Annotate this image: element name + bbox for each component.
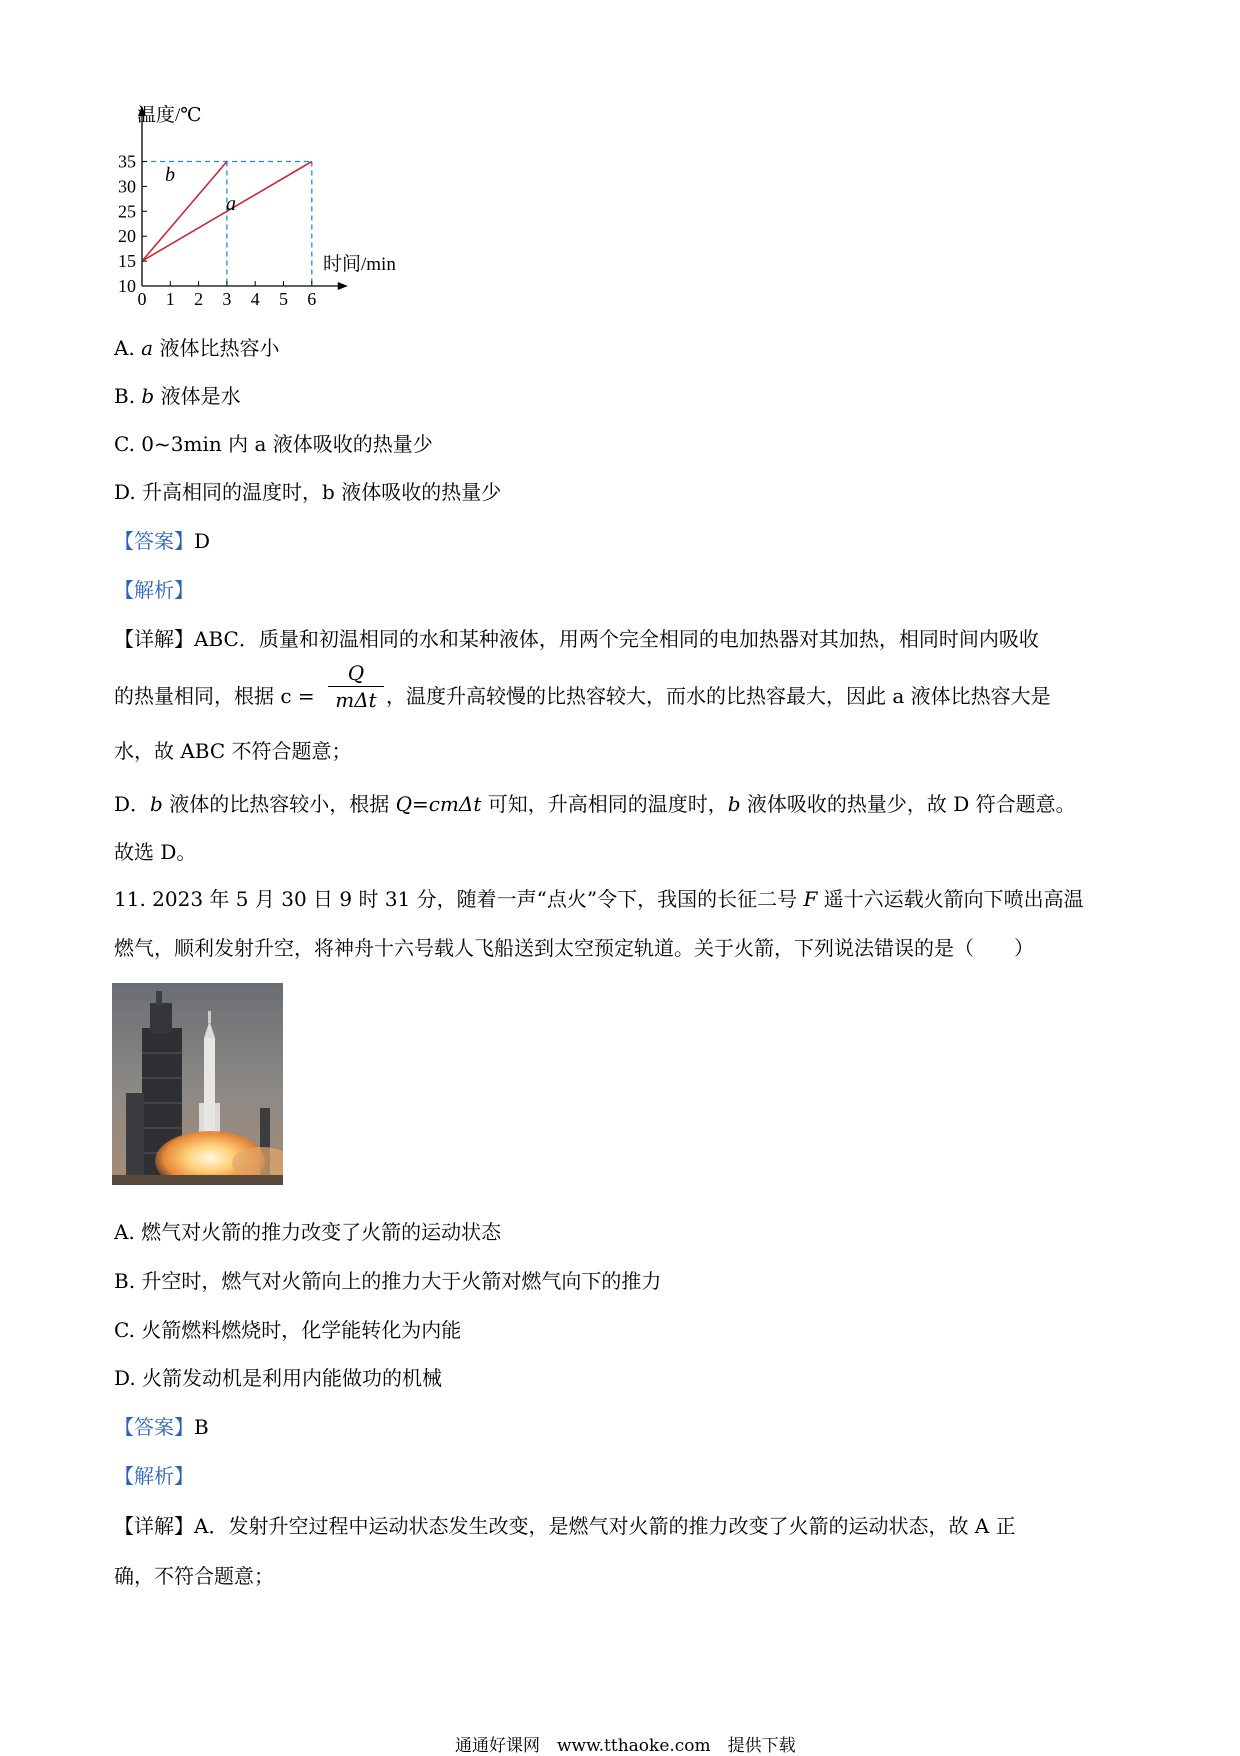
x-tick-label: 1	[165, 289, 175, 309]
q10-analysis-tag: 【解析】	[114, 578, 194, 602]
q10-option-d: D. 升高相同的温度时，b 液体吸收的热量少	[114, 480, 502, 504]
q11-detail-line1	[114, 1516, 1016, 1536]
q11-answer	[114, 1417, 209, 1437]
y-tick-label: 20	[118, 226, 136, 247]
x-axis-arrow	[338, 282, 348, 290]
y-tick-label: 35	[118, 151, 136, 172]
detail-tag: 【详解】	[114, 627, 194, 651]
fraction-bar	[328, 686, 384, 687]
y-tick-label: 25	[118, 201, 136, 222]
stem-text: 遥十六运载火箭向下喷出高温	[817, 887, 1084, 911]
option-text: 液体是水	[154, 384, 241, 408]
stem-var: F	[803, 887, 818, 911]
x-axis-label: 时间/min	[323, 254, 396, 275]
fraction-denominator: mΔt	[335, 688, 377, 712]
q10-answer	[114, 531, 210, 551]
x-tick-label: 2	[194, 289, 204, 309]
option-prefix: B.	[114, 384, 142, 408]
answer-value: B	[194, 1415, 209, 1439]
q10-detail-line1	[114, 629, 1039, 649]
detail-text: 液体的比热容较小，根据	[162, 792, 396, 816]
detail-text: 可知，升高相同的温度时，	[481, 792, 728, 816]
detail-formula: Q=cmΔt	[395, 792, 482, 816]
x-tick-label: 3	[222, 289, 232, 309]
y-tick-label: 30	[118, 176, 136, 197]
fraction-numerator: Q	[347, 661, 365, 685]
stem-text: 11. 2023 年 5 月 30 日 9 时 31 分，随着一声“点火”令下，我国的长征二号	[114, 887, 804, 911]
chart-axes	[138, 106, 348, 290]
detail-text: D．	[114, 792, 151, 816]
page-footer: 通通好课网 www.tthaoke.com 提供下载	[455, 1736, 796, 1756]
q10-option-c: C. 0~3min 内 a 液体吸收的热量少	[114, 432, 433, 456]
q11-option-b: B. 升空时，燃气对火箭向上的推力大于火箭对燃气向下的推力	[114, 1269, 662, 1293]
x-tick-label: 0	[137, 289, 147, 309]
detail-tag: 【详解】	[114, 1514, 194, 1538]
option-var: a	[141, 336, 154, 360]
q10-detail-line4	[114, 794, 1076, 814]
q10-detail-line2b: ，温度升高较慢的比热容较大，而水的比热容最大，因此 a 液体比热容大是	[386, 684, 1051, 708]
rocket-launch-photo	[112, 983, 283, 1185]
option-prefix: A.	[114, 336, 142, 360]
x-tick-label: 6	[307, 289, 317, 309]
q10-detail-line5: 故选 D。	[114, 840, 197, 864]
q11-detail-line2: 确，不符合题意；	[114, 1564, 274, 1588]
series-label-b: b	[165, 164, 175, 186]
series-label-a: a	[226, 193, 236, 215]
series-line-b	[142, 162, 227, 262]
answer-tag: 【答案】	[114, 529, 194, 553]
q11-stem-line2: 燃气，顺利发射升空，将神舟十六号载人飞船送到太空预定轨道。关于火箭，下列说法错误的是（ ）	[114, 936, 1034, 960]
y-tick-label: 10	[118, 276, 136, 296]
answer-tag: 【答案】	[114, 1415, 194, 1439]
q10-detail-line3: 水，故 ABC 不符合题意；	[114, 739, 352, 763]
detail-var: b	[727, 792, 741, 816]
detail-text: ABC．质量和初温相同的水和某种液体，用两个完全相同的电加热器对其加热，相同时间内吸收	[194, 627, 1039, 651]
detail-var: b	[150, 792, 163, 816]
x-tick-label: 4	[250, 289, 260, 309]
detail-text: A．发射升空过程中运动状态发生改变，是燃气对火箭的推力改变了火箭的运动状态，故 A 正	[194, 1514, 1016, 1538]
y-tick-label: 15	[118, 251, 136, 272]
answer-value: D	[194, 529, 211, 553]
q11-option-a: A. 燃气对火箭的推力改变了火箭的运动状态	[114, 1220, 502, 1244]
q11-option-d: D. 火箭发动机是利用内能做功的机械	[114, 1366, 443, 1390]
option-var: b	[141, 384, 155, 408]
formula-fraction	[328, 662, 384, 711]
option-text: 液体比热容小	[153, 336, 280, 360]
q10-option-b	[114, 386, 241, 406]
y-axis-label: 温度/℃	[137, 105, 202, 126]
q11-stem-line1	[114, 889, 1084, 909]
q10-option-a	[114, 338, 279, 358]
x-tick-label: 5	[279, 289, 288, 309]
q11-option-c: C. 火箭燃料燃烧时，化学能转化为内能	[114, 1318, 462, 1342]
detail-text: 液体吸收的热量少，故 D 符合题意。	[740, 792, 1076, 816]
q11-analysis-tag: 【解析】	[114, 1464, 194, 1488]
q10-detail-line2a: 的热量相同，根据 c =	[114, 684, 315, 708]
temperature-time-chart	[95, 100, 425, 310]
